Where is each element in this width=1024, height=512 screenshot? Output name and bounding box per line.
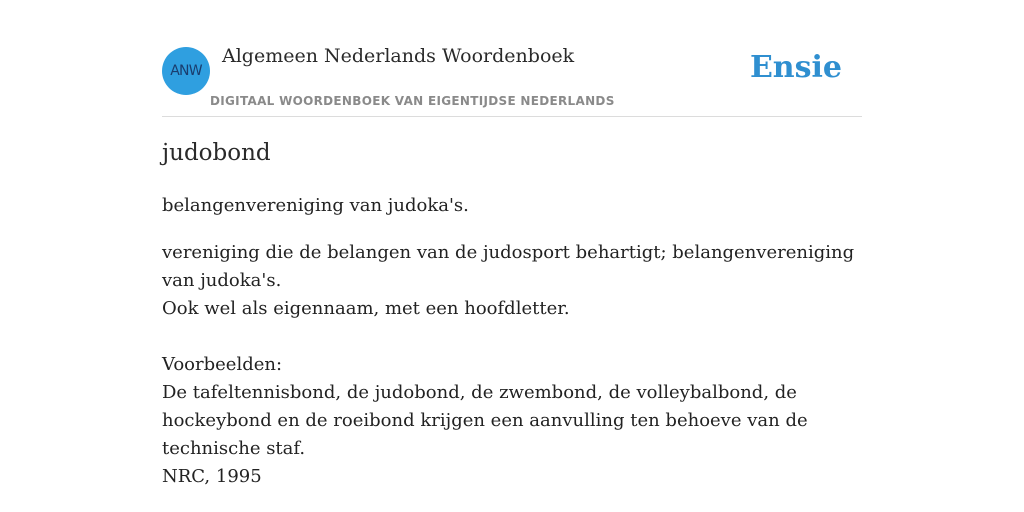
- short-definition: belangenvereniging van judoka's.: [162, 195, 469, 216]
- examples-heading: Voorbeelden:: [162, 354, 283, 375]
- ensie-brand-link[interactable]: Ensie: [749, 50, 842, 85]
- definition-note: Ook wel als eigennaam, met een hoofdletter.: [162, 298, 570, 319]
- site-subtitle: DIGITAAL WOORDENBOEK VAN EIGENTIJDSE NEDERLANDS: [210, 94, 615, 108]
- site-title[interactable]: Algemeen Nederlands Woordenboek: [222, 45, 575, 67]
- spacer: [162, 323, 862, 351]
- long-definition: [162, 239, 862, 491]
- definition-text: vereniging die de belangen van de judosport behartigt; belangenvereniging van judoka's.: [162, 242, 855, 291]
- entry-term: judobond: [162, 140, 271, 166]
- example-source: NRC, 1995: [162, 466, 262, 487]
- site-header: [162, 0, 862, 117]
- example-text: De tafeltennisbond, de judobond, de zwembond, de volleybalbond, de hockeybond en de roeibond krijgen een aanvulling ten behoeve van de technische staf.: [162, 382, 808, 459]
- logo-text: ANW: [170, 63, 202, 79]
- anw-logo[interactable]: [162, 47, 210, 95]
- page: [162, 0, 862, 512]
